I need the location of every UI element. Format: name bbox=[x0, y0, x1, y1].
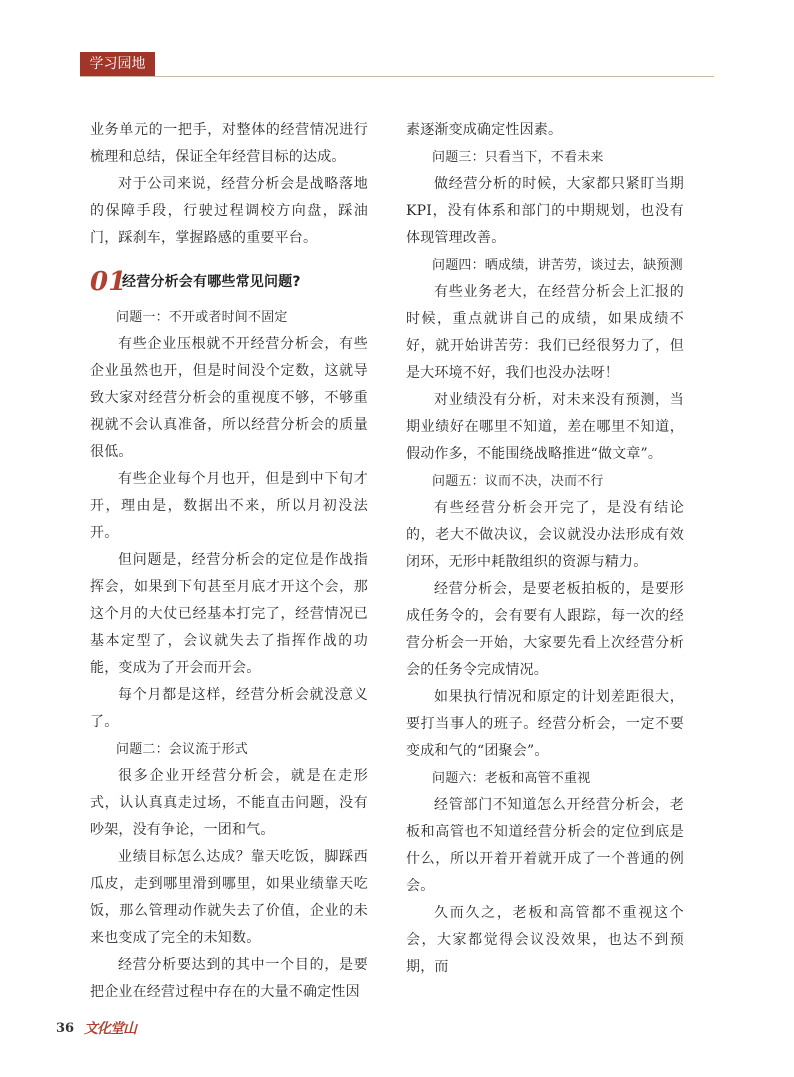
paragraph: 有些业务老大，在经营分析会上汇报的时候，重点就讲自己的成绩，如果成绩不好，就开始讲苦劳：我们已经很努力了，但是大环境不好，我们也没办法呀！ bbox=[406, 284, 684, 381]
section-heading bbox=[90, 264, 368, 304]
paragraph: 很多企业开经营分析会，就是在走形式，认认真真走过场，不能直击问题，没有吵架，没有争论，一团和气。 bbox=[90, 768, 368, 838]
paragraph: 但问题是，经营分析会的定位是作战指挥会，如果到下旬甚至月底才开这个会，那这个月的大仗已经基本打完了，经营情况已基本定型了，会议就失去了指挥作战的功能，变成为了开会而开会。 bbox=[90, 552, 368, 676]
paragraph: 经营分析会，是要老板拍板的，是要形成任务令的，会有要有人跟踪，每一次的经营分析会一开始，大家要先看上次经营分析会的任务令完成情况。 bbox=[406, 581, 684, 678]
heading-number: 01 bbox=[90, 267, 127, 297]
paragraph: 素逐渐变成确定性因素。 bbox=[406, 122, 563, 138]
question-label: 问题五：议而不决，决而不行 bbox=[432, 474, 604, 489]
magazine-logo: 文化堂山 bbox=[84, 1021, 136, 1037]
paragraph: 如果执行情况和原定的计划差距很大，要打当事人的班子。经营分析会，一定不要变成和气的“团聚会”。 bbox=[406, 689, 684, 759]
page-number: 36 bbox=[56, 1021, 75, 1036]
paragraph: 有些经营分析会开完了，是没有结论的，老大不做决议，会议就没办法形成有效闭环，无形中耗散组织的资源与精力。 bbox=[406, 500, 684, 570]
section-tag: 学习园地 bbox=[80, 52, 155, 76]
heading-text: 经营分析会有哪些常见问题? bbox=[122, 274, 301, 290]
paragraph: 久而久之，老板和高管都不重视这个会，大家都觉得会议没效果，也达不到预期，而 bbox=[406, 905, 684, 975]
paragraph: 做经营分析的时候，大家都只紧盯当期KPI，没有体系和部门的中期规划，也没有体现管理改善。 bbox=[406, 176, 684, 246]
paragraph: 业务单元的一把手，对整体的经营情况进行梳理和总结，保证全年经营目标的达成。 bbox=[90, 122, 368, 165]
question-label: 问题四：晒成绩，讲苦劳，谈过去，缺预测 bbox=[432, 258, 683, 273]
question-label: 问题二：会议流于形式 bbox=[116, 742, 249, 757]
question-label: 问题三：只看当下，不看未来 bbox=[432, 150, 604, 165]
paragraph: 经管部门不知道怎么开经营分析会，老板和高管也不知道经营分析会的定位到底是什么，所以开着开着就开成了一个普通的例会。 bbox=[406, 797, 684, 894]
paragraph: 有些企业压根就不开经营分析会，有些企业虽然也开，但是时间没个定数，这就导致大家对经营分析会的重视度不够，不够重视就不会认真准备，所以经营分析会的质量很低。 bbox=[90, 336, 368, 460]
question-label: 问题一：不开或者时间不固定 bbox=[116, 310, 288, 325]
header-divider bbox=[80, 76, 714, 77]
right-column bbox=[406, 117, 684, 981]
paragraph: 经营分析要达到的其中一个目的，是要把企业在经营过程中存在的大量不确定性因 bbox=[90, 957, 368, 1000]
question-label: 问题六：老板和高管不重视 bbox=[432, 771, 591, 786]
paragraph: 对业绩没有分析，对未来没有预测，当期业绩好在哪里不知道，差在哪里不知道，假动作多，不能围绕战略推进“做文章”。 bbox=[406, 392, 684, 462]
left-column bbox=[90, 117, 368, 1006]
paragraph: 有些企业每个月也开，但是到中下旬才开，理由是，数据出不来，所以月初没法开。 bbox=[90, 471, 368, 541]
paragraph: 每个月都是这样，经营分析会就没意义了。 bbox=[90, 687, 368, 730]
paragraph: 对于公司来说，经营分析会是战略落地的保障手段，行驶过程调校方向盘，踩油门，踩刹车，掌握路感的重要平台。 bbox=[90, 176, 368, 246]
paragraph: 业绩目标怎么达成？靠天吃饭，脚踩西瓜皮，走到哪里滑到哪里，如果业绩靠天吃饭，那么管理动作就失去了价值，企业的未来也变成了完全的未知数。 bbox=[90, 849, 368, 946]
